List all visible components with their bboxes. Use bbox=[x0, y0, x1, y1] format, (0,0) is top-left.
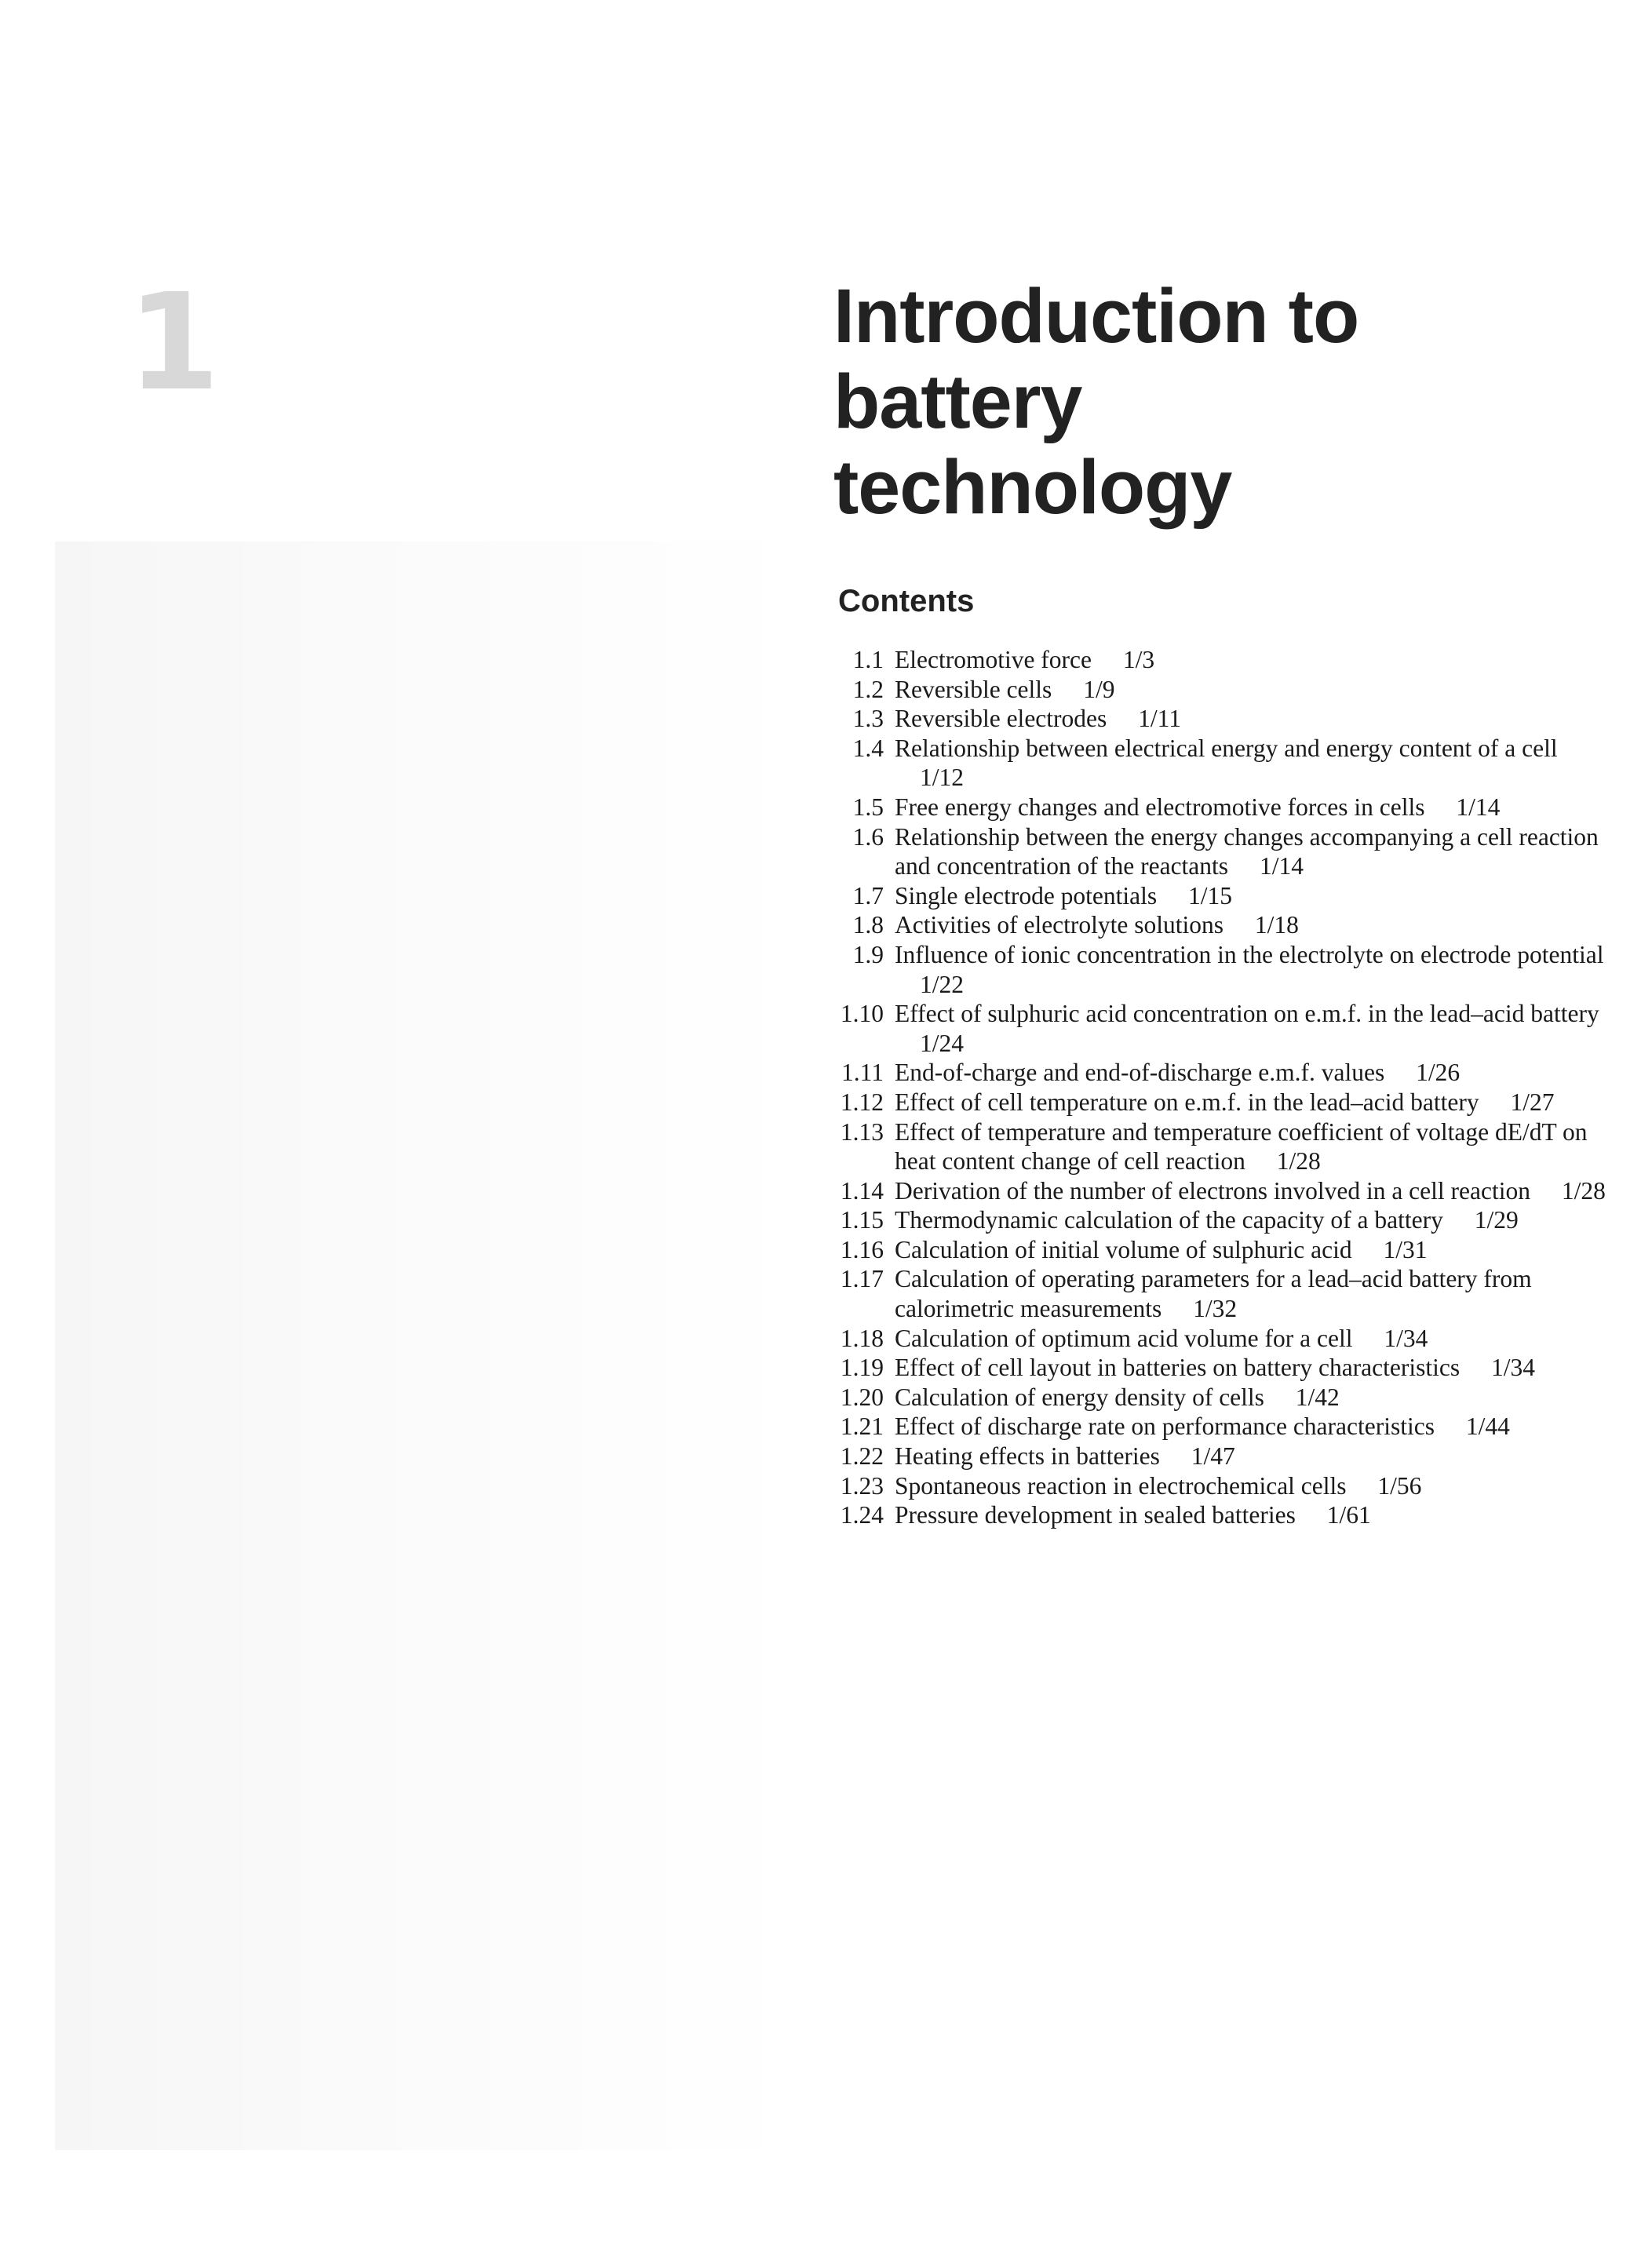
chapter-title-line: technology bbox=[833, 444, 1232, 530]
toc-entry-page: 1/14 bbox=[1259, 852, 1304, 880]
toc-entry-page: 1/44 bbox=[1465, 1412, 1510, 1441]
toc-entry-text bbox=[895, 881, 1617, 911]
toc-entry-title: Spontaneous reaction in electrochemical cells bbox=[895, 1471, 1347, 1500]
toc-entry-text bbox=[895, 1235, 1617, 1265]
toc-entry-number: 1.4 bbox=[852, 734, 884, 762]
toc-entry-number: 1.16 bbox=[840, 1235, 884, 1263]
toc-entry-text bbox=[895, 999, 1617, 1058]
toc-entry-number: 1.7 bbox=[852, 881, 884, 909]
toc-entry-number: 1.8 bbox=[852, 911, 884, 939]
toc-entry-title: End-of-charge and end-of-discharge e.m.f. values bbox=[895, 1059, 1385, 1087]
toc-entry-title: Calculation of initial volume of sulphuric acid bbox=[895, 1235, 1352, 1263]
toc-entry-title: Effect of cell temperature on e.m.f. in the lead–acid battery bbox=[895, 1088, 1479, 1116]
toc-entry-page: 1/61 bbox=[1326, 1501, 1371, 1529]
toc-entry bbox=[832, 910, 1617, 940]
toc-entry bbox=[832, 1383, 1617, 1412]
toc-entry-text bbox=[895, 1205, 1617, 1235]
toc-entry-number: 1.23 bbox=[840, 1471, 884, 1500]
toc-entry-number: 1.6 bbox=[852, 822, 884, 851]
toc-entry-page: 1/11 bbox=[1138, 705, 1181, 733]
toc-entry-number: 1.11 bbox=[841, 1059, 884, 1087]
toc-entry-page: 1/18 bbox=[1254, 911, 1299, 939]
table-of-contents bbox=[832, 645, 1617, 1530]
toc-entry bbox=[832, 1058, 1617, 1088]
toc-entry-title: Calculation of operating parameters for a lead–acid battery from calorimetric measurements bbox=[895, 1265, 1532, 1323]
toc-entry-number: 1.13 bbox=[840, 1117, 884, 1146]
toc-entry-number: 1.3 bbox=[852, 705, 884, 733]
toc-entry bbox=[832, 940, 1617, 999]
toc-entry-number: 1.15 bbox=[840, 1206, 884, 1234]
toc-entry-title: Electromotive force bbox=[895, 646, 1092, 673]
toc-entry-page: 1/31 bbox=[1383, 1235, 1428, 1263]
toc-entry-text bbox=[895, 1471, 1617, 1501]
toc-entry-number: 1.5 bbox=[852, 793, 884, 821]
toc-entry-title: Reversible cells bbox=[895, 675, 1052, 703]
toc-entry-number: 1.2 bbox=[852, 675, 884, 703]
toc-entry-text bbox=[895, 793, 1617, 822]
toc-entry bbox=[832, 822, 1617, 881]
toc-entry-text bbox=[895, 1117, 1617, 1176]
chapter-title bbox=[833, 273, 1603, 530]
toc-entry bbox=[832, 881, 1617, 911]
toc-entry-page: 1/9 bbox=[1083, 675, 1115, 703]
toc-entry-page: 1/47 bbox=[1191, 1442, 1235, 1471]
toc-entry-text bbox=[895, 1442, 1617, 1471]
toc-entry bbox=[832, 1235, 1617, 1265]
toc-entry-number: 1.1 bbox=[852, 646, 884, 673]
toc-entry-page: 1/42 bbox=[1295, 1383, 1340, 1411]
chapter-number: 1 bbox=[127, 265, 221, 421]
toc-entry-page: 1/28 bbox=[1276, 1147, 1321, 1176]
toc-entry-title: Relationship between electrical energy and energy content of a cell bbox=[895, 734, 1558, 762]
contents-heading: Contents bbox=[838, 584, 975, 618]
toc-entry-number: 1.19 bbox=[840, 1354, 884, 1382]
toc-entry-title: Reversible electrodes bbox=[895, 705, 1107, 733]
toc-entry bbox=[832, 1088, 1617, 1117]
toc-entry-number: 1.12 bbox=[840, 1088, 884, 1116]
toc-entry bbox=[832, 1442, 1617, 1471]
toc-entry-text bbox=[895, 1383, 1617, 1412]
toc-entry bbox=[832, 645, 1617, 675]
chapter-title-line: Introduction to bbox=[833, 273, 1359, 359]
toc-entry bbox=[832, 1117, 1617, 1176]
toc-entry-title: Derivation of the number of electrons involved in a cell reaction bbox=[895, 1176, 1530, 1205]
toc-entry bbox=[832, 1412, 1617, 1442]
chapter-title-line: battery bbox=[833, 359, 1082, 444]
toc-entry-title: Single electrode potentials bbox=[895, 881, 1158, 909]
toc-entry-page: 1/24 bbox=[920, 1029, 965, 1057]
toc-entry-text bbox=[895, 734, 1617, 793]
toc-entry bbox=[832, 675, 1617, 705]
toc-entry-text bbox=[895, 940, 1617, 999]
toc-entry-text bbox=[895, 704, 1617, 734]
toc-entry-page: 1/34 bbox=[1384, 1324, 1428, 1352]
toc-entry-title: Effect of sulphuric acid concentration on e.m.f. in the lead–acid battery bbox=[895, 1000, 1599, 1028]
toc-entry-page: 1/15 bbox=[1188, 881, 1233, 909]
toc-entry-text bbox=[895, 1353, 1617, 1383]
toc-entry bbox=[832, 1205, 1617, 1235]
toc-entry-page: 1/14 bbox=[1456, 793, 1501, 821]
toc-entry-page: 1/29 bbox=[1474, 1206, 1519, 1234]
toc-entry-page: 1/26 bbox=[1416, 1059, 1461, 1087]
toc-entry-title: Calculation of optimum acid volume for a cell bbox=[895, 1324, 1353, 1352]
toc-entry-title: Influence of ionic concentration in the electrolyte on electrode potential bbox=[895, 940, 1604, 968]
toc-entry bbox=[832, 999, 1617, 1058]
toc-entry-number: 1.9 bbox=[852, 940, 884, 968]
toc-entry-page: 1/22 bbox=[920, 970, 965, 998]
toc-entry-page: 1/3 bbox=[1122, 646, 1155, 673]
toc-entry bbox=[832, 1471, 1617, 1501]
toc-entry-text bbox=[895, 910, 1617, 940]
toc-entry bbox=[832, 1264, 1617, 1323]
toc-entry-text bbox=[895, 675, 1617, 705]
toc-entry-number: 1.22 bbox=[840, 1442, 884, 1471]
toc-entry-text bbox=[895, 1412, 1617, 1442]
toc-entry bbox=[832, 704, 1617, 734]
toc-entry-page: 1/27 bbox=[1510, 1088, 1555, 1116]
toc-entry bbox=[832, 1324, 1617, 1354]
toc-entry-title: Effect of discharge rate on performance characteristics bbox=[895, 1412, 1435, 1441]
toc-entry-title: Thermodynamic calculation of the capacity of a battery bbox=[895, 1206, 1443, 1234]
toc-entry-text bbox=[895, 1088, 1617, 1117]
toc-entry-number: 1.10 bbox=[840, 1000, 884, 1028]
toc-entry-title: Relationship between the energy changes accompanying a cell reaction and concentration of the reactants bbox=[895, 822, 1599, 880]
toc-entry-text bbox=[895, 1176, 1617, 1206]
toc-entry-title: Heating effects in batteries bbox=[895, 1442, 1160, 1471]
toc-entry-text bbox=[895, 645, 1617, 675]
toc-entry-title: Free energy changes and electromotive forces in cells bbox=[895, 793, 1425, 821]
toc-entry-page: 1/32 bbox=[1193, 1295, 1238, 1323]
toc-entry-number: 1.18 bbox=[840, 1324, 884, 1352]
toc-entry-number: 1.21 bbox=[840, 1412, 884, 1441]
toc-entry-page: 1/28 bbox=[1561, 1176, 1606, 1205]
toc-entry-number: 1.17 bbox=[840, 1265, 884, 1293]
toc-entry-number: 1.14 bbox=[840, 1176, 884, 1205]
toc-entry-text bbox=[895, 1324, 1617, 1354]
toc-entry-page: 1/12 bbox=[920, 764, 965, 792]
toc-entry bbox=[832, 1500, 1617, 1530]
toc-entry-title: Effect of cell layout in batteries on battery characteristics bbox=[895, 1354, 1461, 1382]
toc-entry-text bbox=[895, 1500, 1617, 1530]
toc-entry-text bbox=[895, 1264, 1617, 1323]
toc-entry-number: 1.24 bbox=[840, 1501, 884, 1529]
toc-entry-number: 1.20 bbox=[840, 1383, 884, 1411]
scan-shading bbox=[55, 541, 808, 2150]
toc-entry-title: Calculation of energy density of cells bbox=[895, 1383, 1264, 1411]
toc-entry bbox=[832, 734, 1617, 793]
toc-entry-title: Effect of temperature and temperature coefficient of voltage dE/dT on heat content change of cell reaction bbox=[895, 1117, 1588, 1176]
toc-entry-page: 1/56 bbox=[1377, 1471, 1422, 1500]
toc-entry-text bbox=[895, 1058, 1617, 1088]
toc-entry bbox=[832, 793, 1617, 822]
toc-entry-text bbox=[895, 822, 1617, 881]
toc-entry bbox=[832, 1176, 1617, 1206]
toc-entry-title: Activities of electrolyte solutions bbox=[895, 911, 1224, 939]
toc-entry-page: 1/34 bbox=[1490, 1354, 1535, 1382]
toc-entry bbox=[832, 1353, 1617, 1383]
toc-entry-title: Pressure development in sealed batteries bbox=[895, 1501, 1296, 1529]
